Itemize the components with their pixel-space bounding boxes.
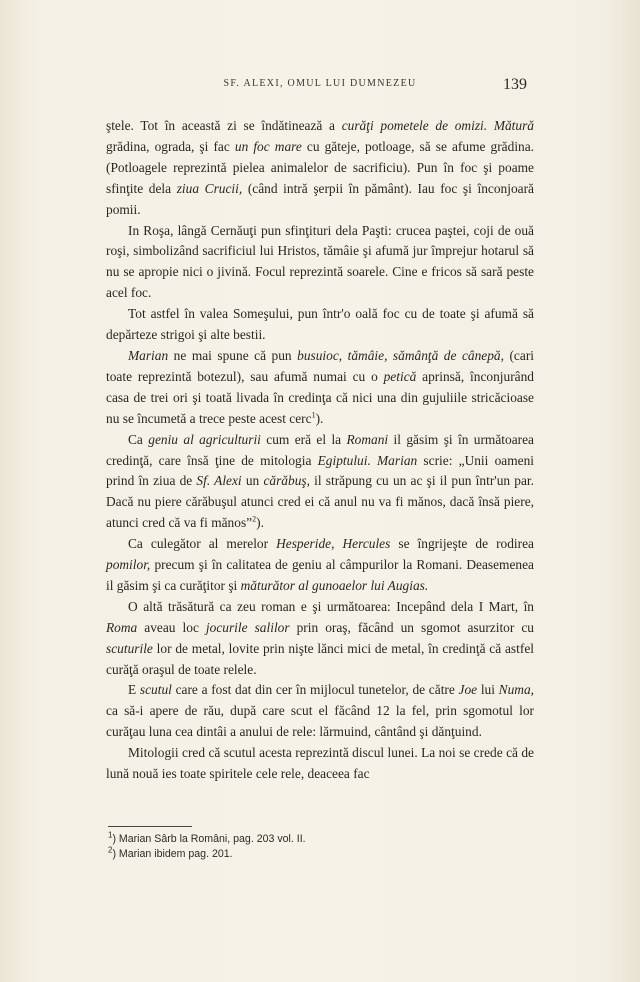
running-header: SF. ALEXI, OMUL LUI DUMNEZEU (223, 78, 417, 89)
paragraph: Ca culegător al merelor Hesperide, Hercules se îngrijeşte de rodirea pomilor, precum şi în calitatea de geniu al câmpurilor la Romani. Deasemenea il găsim şi ca curăţitor şi măturător al gunoaelor lui Augias. (106, 536, 534, 593)
paragraph: ştele. Tot în această zi se îndătinează a curăţi pometele de omizi. Mătură grădina, ograda, şi fac un foc mare cu găteje, potloage, să se afume grădina. (Potloagele reprezintă pielea animalelor de sacrificiu). Pun în foc şi poame sfinţite dela ziua Crucii, (când intră şerpii în pământ). Iau foc şi înconjoară pomii. (106, 118, 535, 217)
footnote-ref: 1 (311, 410, 316, 420)
paragraph: Marian ne mai spune că pun busuioc, tămâie, sămânţă de cânepă, (cari toate reprezintă botezul), sau afumă numai cu o petică aprinsă, înconjurând casa de trei ori şi toată livada în credinţa că nici una din gujuliile stricăcioase nu se încumetă a trece peste acest cerc$^1$). (106, 347, 534, 426)
footnote: $^1$) Marian Sârb la Români, pag. 203 vol. II. (108, 830, 306, 845)
paragraph: O altă trăsătură ca zeu roman e şi următoarea: Incepând dela I Mart, în Roma aveau loc jocurile salilor prin oraş, făcând un sgomot asurzitor cu scuturile lor de metal, lovite prin nişte lănci mici de metal, în credinţă că astfel curăţă oraşul de toate relele. (106, 598, 534, 677)
paragraph: E scutul care a fost dat din cer în mijlocul tunetelor, de către Joe lui Numa, ca să-i apere de rău, după care scut el făcând 12 la fel, prin sgomotul lor curăţau luna cea dintâi a anului de rele: lărmuind, cântând şi dănţuind. (106, 682, 535, 740)
paragraph: Ca geniu al agriculturii cum eră el la Romani il găsim şi în următoarea credinţă, care însă ţine de mitologia Egiptului. Marian scrie: „Unii oameni prind în ziua de Sf. Alexi un cărăbuş, il străpung cu un ac şi il pun într'un par. Dacă nu piere cărăbuşul atunci cred ei că anul nu va fi mănos, dacă însă piere, atunci cred că va fi mănos”$^2$). (106, 431, 535, 531)
footnote-ref: 2 (252, 514, 257, 524)
page-number: 139 (503, 76, 527, 93)
main-text (106, 116, 534, 785)
footnote-divider (108, 826, 192, 827)
paragraph: Mitologii cred că scutul acesta reprezintă discul lunei. La noi se crede că de lună nouă ies toate spiritele cele rele, deaceea fac (106, 745, 534, 782)
paragraph: Tot astfel în valea Someşului, pun într'o oală foc cu de toate şi afumă să depărteze strigoi şi alte bestii. (106, 306, 534, 343)
footnote: $^2$) Marian ibidem pag. 201. (108, 844, 233, 860)
footnotes (108, 832, 528, 861)
paragraph: In Roşa, lângă Cernăuţi pun sfinţituri dela Paşti: crucea paştei, coji de ouă roşi, simbolizând sacrificiul lui Hristos, tămâie şi afumă jur împrejur hotarul să nu se apropie nici o jivină. Focul reprezintă soarele. Cine e fricos să sară peste acel foc. (106, 222, 534, 301)
